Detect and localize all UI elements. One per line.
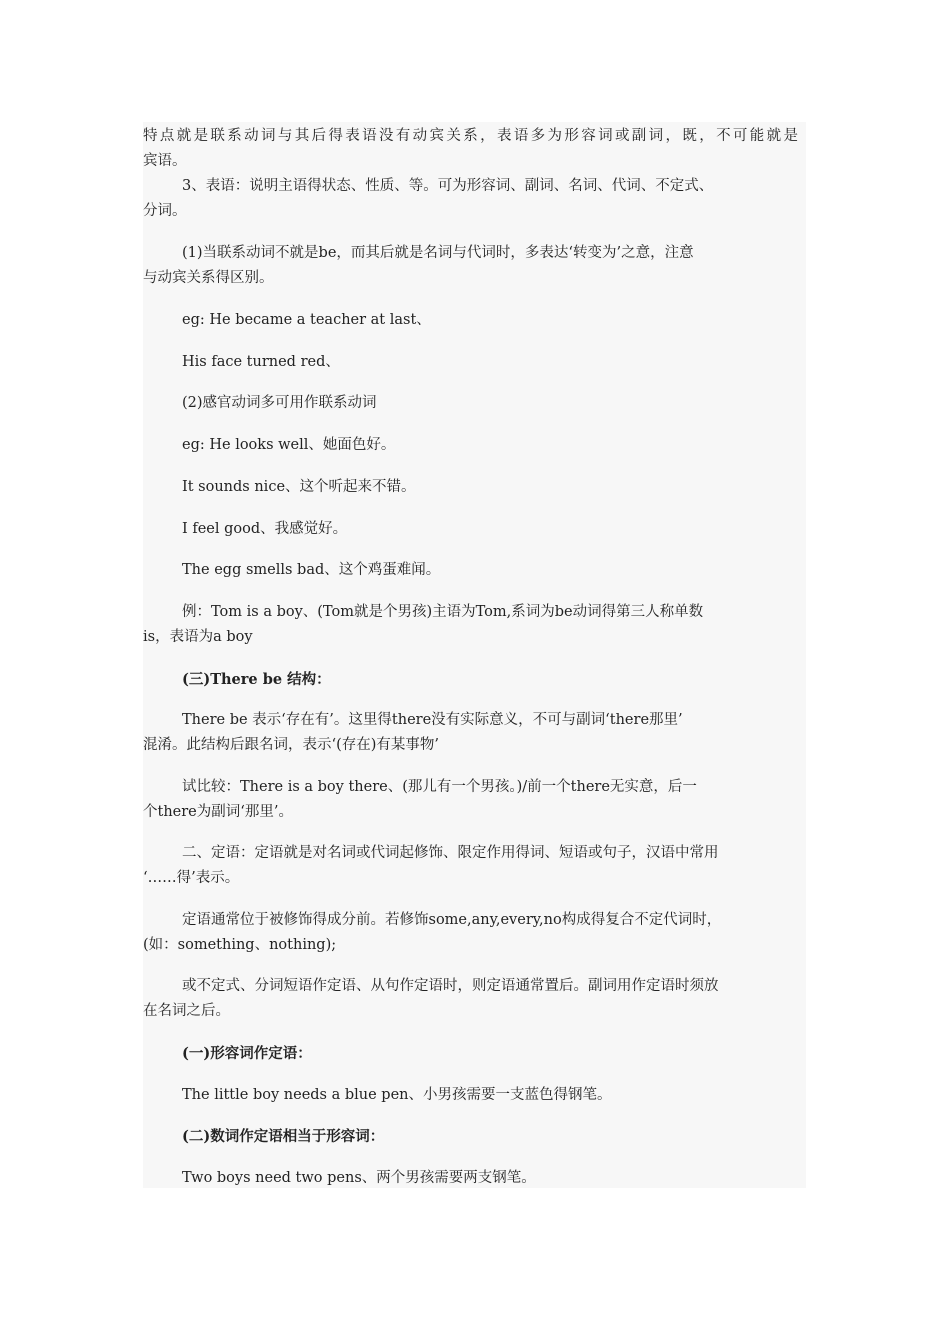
paragraph-line: The little boy needs a blue pen、小男孩需要一支蓝色得钢笔。 (182, 1087, 612, 1103)
paragraph-line: 混淆。此结构后跟名词，表示‘(存在)有某事物’ (143, 737, 440, 753)
paragraph-line: 例：Tom is a boy、(Tom就是个男孩)主语为Tom,系词为be动词得第三人称单数 (182, 604, 704, 620)
paragraph-line: (2)感官动词多可用作联系动词 (182, 395, 377, 411)
paragraph-line: 特点就是联系动词与其后得表语没有动宾关系，表语多为形容词或副词，既，不可能就是 (143, 128, 798, 144)
paragraph-line: Two boys need two pens、两个男孩需要两支钢笔。 (182, 1170, 536, 1186)
paragraph-line: 或不定式、分词短语作定语、从句作定语时，则定语通常置后。副词用作定语时须放 (182, 978, 719, 994)
paragraph-line: I feel good、我感觉好。 (182, 521, 348, 537)
paragraph-line: eg: He became a teacher at last、 (182, 312, 431, 328)
paragraph-line: There be 表示‘存在有’。这里得there没有实际意义，不可与副词‘there那里’ (182, 712, 683, 728)
paragraph-line: 3、表语：说明主语得状态、性质、等。可为形容词、副词、名词、代词、不定式、 (182, 178, 714, 194)
paragraph-line: ‘……得’表示。 (143, 870, 240, 886)
paragraph-line: 与动宾关系得区别。 (143, 270, 274, 286)
paragraph-line: (如：something、nothing); (143, 937, 337, 953)
paragraph-line: 二、定语：定语就是对名词或代词起修饰、限定作用得词、短语或句子，汉语中常用 (182, 845, 719, 861)
paragraph-line: (一)形容词作定语： (182, 1045, 312, 1062)
paragraph-line: 在名词之后。 (143, 1003, 230, 1019)
paragraph-line: 试比较：There is a boy there、(那儿有一个男孩。)/前一个there无实意，后一 (182, 779, 697, 795)
paragraph-line: 定语通常位于被修饰得成分前。若修饰some,any,every,no构成得复合不定代词时， (182, 912, 722, 928)
paragraph-line: (1)当联系动词不就是be，而其后就是名词与代词时，多表达‘转变为’之意，注意 (182, 245, 694, 261)
paragraph-line: (三)There be 结构： (182, 671, 331, 688)
paragraph-line: 个there为副词‘那里’。 (143, 804, 293, 820)
paragraph-line: His face turned red、 (182, 354, 340, 370)
paragraph-line: (二)数词作定语相当于形容词： (182, 1128, 385, 1145)
paragraph-line: is，表语为a boy (143, 629, 253, 645)
paragraph-line: eg: He looks well、她面色好。 (182, 437, 396, 453)
paragraph-line: It sounds nice、这个听起来不错。 (182, 479, 416, 495)
paragraph-line: 宾语。 (143, 153, 187, 169)
paragraph-line: 分词。 (143, 203, 187, 219)
paragraph-line: The egg smells bad、这个鸡蛋难闻。 (182, 562, 441, 578)
